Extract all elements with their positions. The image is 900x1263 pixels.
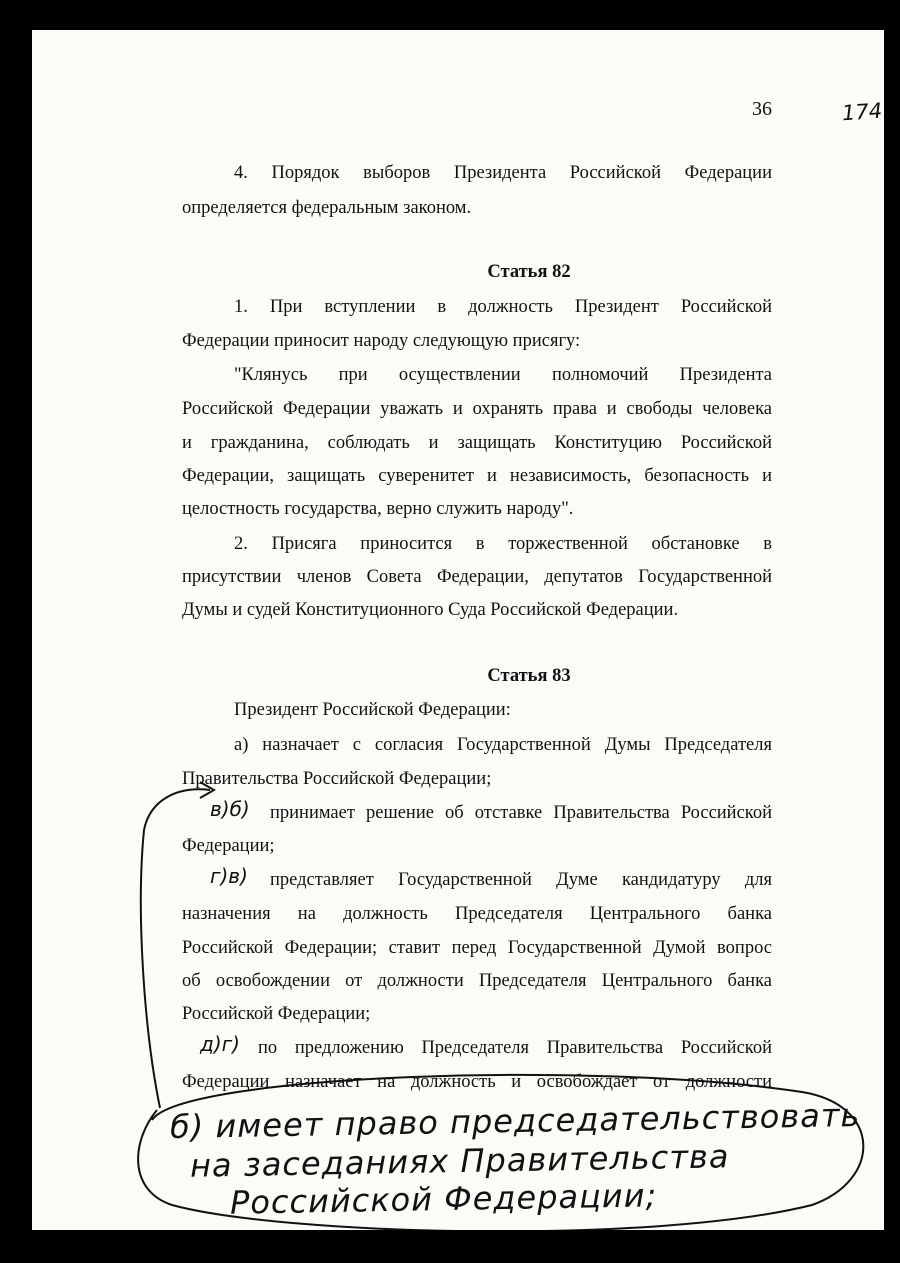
oath-line3: и гражданина, соблюдать и защищать Конституцию Российской [182,433,772,453]
para4-line1: 4. Порядок выборов Президента Российской Федерации [234,163,772,183]
document-page [32,30,884,1230]
item-v-marker: г)в) [210,864,248,888]
oath-line2: Российской Федерации уважать и охранять права и свободы человека [182,399,772,419]
archive-number: 174 [841,98,883,126]
item-g-marker: д)г) [200,1032,240,1056]
page-number: 36 [752,98,772,120]
art82-p1-line1: 1. При вступлении в должность Президент Российской [234,297,772,317]
item-g-line1: по предложению Председателя Правительства Российской [258,1038,772,1058]
oath-line4: Федерации, защищать суверенитет и независимость, безопасность и [182,466,772,486]
art82-p2-line2: присутствии членов Совета Федерации, депутатов Государственной [182,567,772,587]
item-v-line1: представляет Государственной Думе кандидатуру для [270,870,772,890]
oath-line1: "Клянусь при осуществлении полномочий Президента [234,365,772,385]
para4-line2: определяется федеральным законом. [182,198,472,218]
item-a-line2: Правительства Российской Федерации; [182,769,492,789]
item-v-line3: Российской Федерации; ставит перед Государственной Думой вопрос [182,938,772,958]
art82-p2-line3: Думы и судей Конституционного Суда Российской Федерации. [182,600,679,620]
oath-line5: целостность государства, верно служить народу". [182,499,574,519]
art83-intro: Президент Российской Федерации: [234,700,511,720]
item-a-line1: а) назначает с согласия Государственной Думы Председателя [234,735,772,755]
art82-p1-line2: Федерации приносит народу следующую присягу: [182,331,581,351]
item-v-line5: Российской Федерации; [182,1004,371,1024]
handwritten-annotation-strokes [32,30,884,1230]
insertion-arrow [141,789,210,1108]
handwritten-line1: б) имеет право председательствовать [169,1095,861,1147]
item-b-line2: Федерации; [182,836,275,856]
article-83-title: Статья 83 [487,666,571,686]
item-b-line1: принимает решение об отставке Правительства Российской [270,803,772,823]
item-v-line4: об освобождении от должности Председателя Центрального банка [182,971,772,991]
handwritten-line2: на заседаниях Правительства [189,1137,730,1185]
article-82-title: Статья 82 [487,262,571,282]
item-g-line2: Федерации назначает на должность и освобождает от должности [182,1072,772,1092]
item-b-marker: в)б) [210,797,250,821]
handwritten-line3: Российской Федерации; [229,1176,658,1222]
insertion-ellipse [138,1075,863,1230]
item-v-line2: назначения на должность Председателя Центрального банка [182,904,772,924]
art82-p2-line1: 2. Присяга приносится в торжественной обстановке в [234,534,772,554]
